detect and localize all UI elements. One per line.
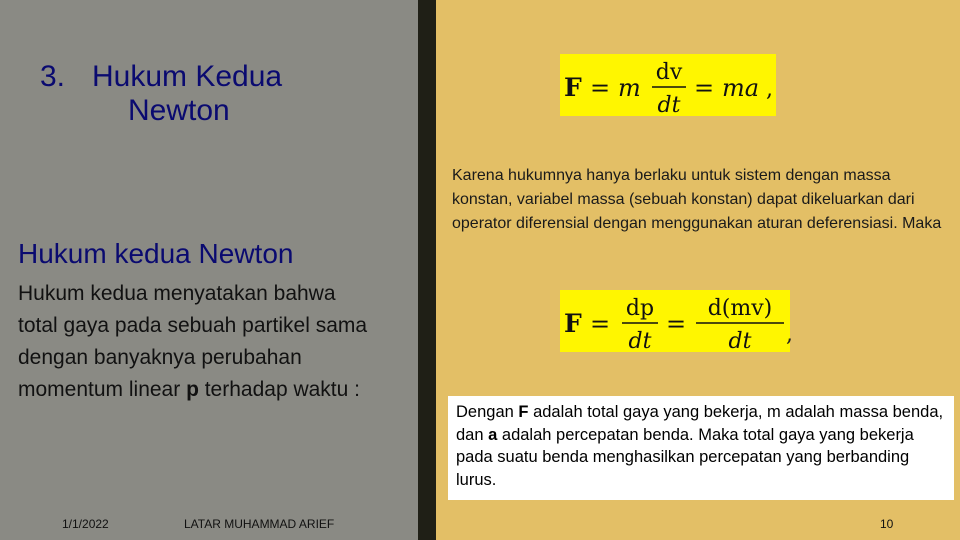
f2-num2: d(mv) bbox=[707, 296, 773, 321]
box-text2: adalah total gaya yang bekerja, m adalah massa benda, dan bbox=[456, 403, 944, 444]
box-text3: adalah percepatan benda. Maka total gaya yang bekerja pada suatu benda menghasilkan percepatan yang berbanding lurus. bbox=[456, 425, 914, 489]
f2-comma: , bbox=[786, 322, 793, 347]
formula-momentum bbox=[560, 290, 790, 352]
f2-lhs: F bbox=[564, 309, 582, 338]
body-text bbox=[18, 278, 378, 406]
f1-eq2: = bbox=[694, 74, 715, 102]
footer-date: 1/1/2022 bbox=[62, 517, 109, 531]
box-text1: Dengan bbox=[456, 403, 519, 421]
f1-den: dt bbox=[657, 93, 681, 116]
body-part1: Hukum kedua menyatakan bahwa total gaya pada sebuah partikel sama dengan banyaknya perubahan momentum linear bbox=[18, 282, 368, 401]
formula-momentum-svg bbox=[560, 290, 790, 352]
f2-den2: dt bbox=[728, 329, 752, 352]
f2-eq2: = bbox=[666, 310, 687, 338]
footer-author: LATAR MUHAMMAD ARIEF bbox=[184, 517, 335, 531]
f2-den1: dt bbox=[628, 329, 652, 352]
f1-comma: , bbox=[766, 77, 773, 102]
f2-eq: = bbox=[590, 310, 611, 338]
box-bold-f: F bbox=[518, 403, 529, 421]
explanation-paragraph: Karena hukumnya hanya berlaku untuk sistem dengan massa konstan, variabel massa (sebuah konstan) dapat dikeluarkan dari operator diferensial dengan menggunakan aturan deferensiasi. Maka bbox=[452, 167, 942, 232]
definition-box bbox=[448, 396, 954, 500]
title-line2: Newton bbox=[128, 94, 230, 127]
f2-num1: dp bbox=[625, 296, 655, 321]
title-number: 3. bbox=[40, 60, 66, 93]
f1-lhs: F bbox=[564, 73, 582, 102]
f1-rhs: ma bbox=[722, 74, 760, 102]
f1-eq: = bbox=[590, 74, 611, 102]
box-bold-a: a bbox=[488, 425, 498, 444]
f1-m: m bbox=[618, 74, 641, 102]
title-line1: Hukum Kedua bbox=[92, 60, 283, 93]
subheading: Hukum kedua Newton bbox=[18, 238, 294, 269]
body-bold-p: p bbox=[186, 378, 199, 401]
slide-title bbox=[40, 60, 370, 128]
formula-newton-2 bbox=[560, 54, 776, 116]
formula-newton-2-svg bbox=[560, 54, 776, 116]
panel-divider bbox=[418, 0, 436, 540]
f1-num: dv bbox=[655, 60, 683, 85]
body-part2: terhadap waktu : bbox=[198, 378, 360, 401]
page-number: 10 bbox=[880, 517, 894, 531]
